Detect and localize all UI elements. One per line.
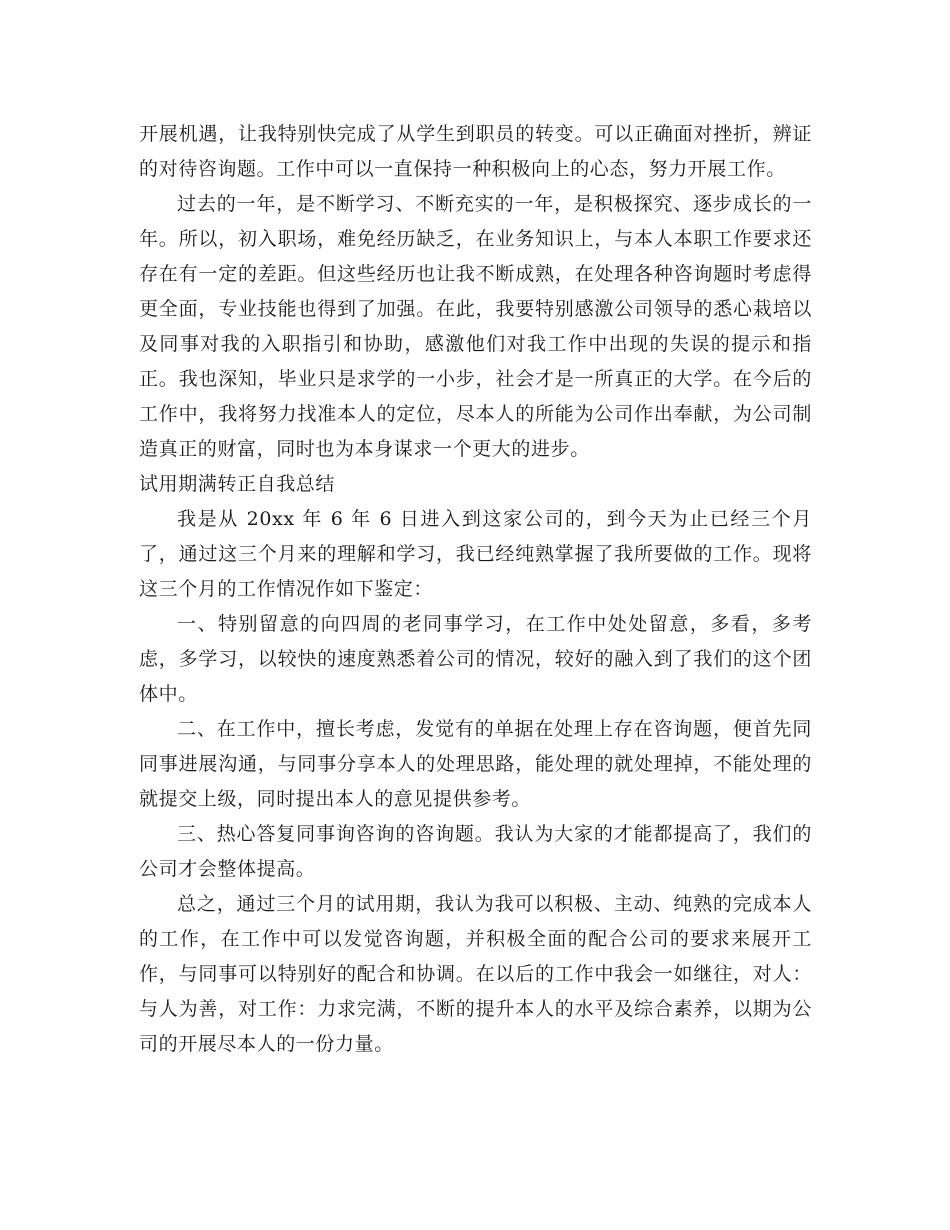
paragraph-past-year: 过去的一年，是不断学习、不断充实的一年，是积极探究、逐步成长的一年。所以，初入职场，难免经历缺乏，在业务知识上，与本人本职工作要求还存在有一定的差距。但这些经历也让我不断成熟，在处理各种咨询题时考虑得更全面，专业技能也得到了加强。在此，我要特别感激公司领导的悉心栽培以及同事对我的入职指引和协助，感激他们对我工作中出现的失误的提示和指正。我也深知，毕业只是求学的一小步，社会才是一所真正的大学。在今后的工作中，我将努力找准本人的定位，尽本人的所能为公司作出奉献，为公司制造真正的财富，同时也为本身谋求一个更大的进步。	[139, 193, 812, 460]
paragraph-continuation: 开展机遇，让我特别快完成了从学生到职员的转变。可以正确面对挫折，辨证的对待咨询题。工作中可以一直保持一种积极向上的心态，努力开展工作。	[139, 123, 812, 180]
paragraph-intro: 我是从 20xx 年 6 年 6 日进入到这家公司的，到今天为止已经三个月了，通过这三个月来的理解和学习，我已经纯熟掌握了我所要做的工作。现将这三个月的工作情况作如下鉴定：	[139, 508, 812, 600]
document-body	[139, 117, 812, 1062]
paragraph-conclusion: 总之，通过三个月的试用期，我认为我可以积极、主动、纯熟的完成本人的工作，在工作中可以发觉咨询题，并积极全面的配合公司的要求来展开工作，与同事可以特别好的配合和协调。在以后的工作中我会一如继往，对人：与人为善，对工作：力求完满，不断的提升本人的水平及综合素养，以期为公司的开展尽本人的一份力量。	[139, 893, 812, 1055]
section-heading: 试用期满转正自我总结	[139, 473, 336, 495]
paragraph-point-three: 三、热心答复同事询咨询的咨询题。我认为大家的才能都提高了，我们的公司才会整体提高。	[139, 823, 812, 880]
paragraph-point-two: 二、在工作中，擅长考虑，发觉有的单据在处理上存在咨询题，便首先同同事进展沟通，与同事分享本人的处理思路，能处理的就处理掉，不能处理的就提交上级，同时提出本人的意见提供参考。	[139, 718, 812, 810]
paragraph-point-one: 一、特别留意的向四周的老同事学习，在工作中处处留意，多看，多考虑，多学习，以较快的速度熟悉着公司的情况，较好的融入到了我们的这个团体中。	[139, 613, 812, 705]
